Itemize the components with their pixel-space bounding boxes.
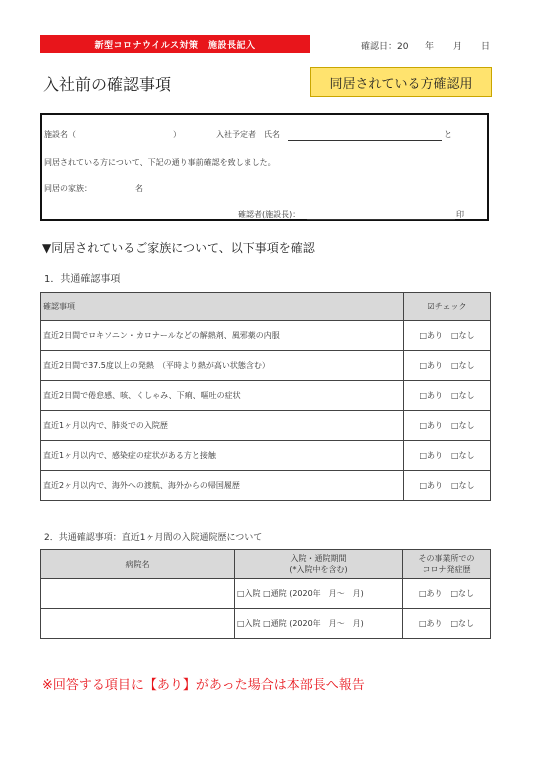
- hospital-history-table: [40, 549, 491, 639]
- hospital-name-cell[interactable]: [41, 609, 235, 639]
- facility-close: ）: [173, 130, 181, 139]
- header-banner: 新型コロナウイルス対策 施設長記入: [40, 35, 310, 53]
- section-heading: ▼同居されているご家族について、以下事項を確認: [42, 241, 315, 255]
- check-item: 直近1ヶ月以内で、肺炎での入院歴: [41, 411, 404, 441]
- table-row: [41, 321, 491, 351]
- check-item: 直近2ヶ月以内で、海外への渡航、海外からの帰国履歴: [41, 471, 404, 501]
- col-period-header: [235, 550, 403, 579]
- table-header-row: [41, 293, 491, 321]
- yes-no-checkbox[interactable]: □あり □なし: [404, 351, 491, 381]
- family-unit: 名: [135, 184, 143, 193]
- purpose-badge: 同居されている方確認用: [310, 67, 492, 97]
- col-period-line1: 入院・通院期間: [290, 554, 347, 563]
- yes-no-checkbox[interactable]: □あり □なし: [404, 441, 491, 471]
- table-header-row: [41, 550, 491, 579]
- candidate-label: 入社予定者 氏名: [216, 130, 280, 139]
- yes-no-checkbox[interactable]: □あり □なし: [404, 381, 491, 411]
- confirmer-signature-line[interactable]: [307, 219, 455, 220]
- date-month: 月: [453, 42, 463, 52]
- confirmation-statement: 同居されている方について、下記の通り事前確認を致しました。: [44, 158, 276, 167]
- col-check-header: ☑チェック: [404, 293, 491, 321]
- page-title: 入社前の確認事項: [43, 75, 172, 94]
- yes-no-checkbox[interactable]: □あり □なし: [404, 411, 491, 441]
- col-history-header: [403, 550, 491, 579]
- table-row: [41, 351, 491, 381]
- section1-title: 1．共通確認事項: [44, 274, 121, 285]
- table-row: [41, 441, 491, 471]
- table-row: [41, 579, 491, 609]
- table-row: [41, 609, 491, 639]
- col-item-header: 確認事項: [41, 293, 404, 321]
- table-row: [41, 381, 491, 411]
- confirmer-label: 確認者(施設長)：: [238, 210, 301, 219]
- section2-title: 2．共通確認事項：直近1ヶ月間の入院通院歴について: [44, 533, 263, 543]
- yes-no-checkbox[interactable]: □あり □なし: [404, 471, 491, 501]
- check-item: 直近2日間でロキソニン・カロナールなどの解熱剤、風邪薬の内服: [41, 321, 404, 351]
- report-note: ※回答する項目に【あり】があった場合は本部長へ報告: [42, 678, 365, 693]
- family-label: 同居の家族：: [44, 184, 92, 193]
- yes-no-checkbox[interactable]: □あり □なし: [404, 321, 491, 351]
- hospital-name-cell[interactable]: [41, 579, 235, 609]
- col-history-line2: コロナ発症歴: [422, 565, 471, 574]
- yes-no-checkbox[interactable]: □あり □なし: [403, 609, 491, 639]
- period-checkbox[interactable]: □入院 □通院 (2020年 月〜 月): [235, 579, 403, 609]
- col-period-line2: (*入院中を含む): [289, 565, 348, 574]
- check-item: 直近2日間で37.5度以上の発熱 （平時より熱が高い状態含む）: [41, 351, 404, 381]
- common-check-table: [40, 292, 491, 501]
- col-hospital-header: 病院名: [41, 550, 235, 579]
- col-history-line1: その事業所での: [418, 554, 475, 563]
- confirmation-box: [40, 113, 489, 221]
- table-row: [41, 471, 491, 501]
- period-checkbox[interactable]: □入院 □通院 (2020年 月〜 月): [235, 609, 403, 639]
- candidate-name-line[interactable]: [288, 140, 442, 141]
- check-item: 直近2日間で倦怠感、咳、くしゃみ、下痢、嘔吐の症状: [41, 381, 404, 411]
- check-item: 直近1ヶ月以内で、感染症の症状がある方と接触: [41, 441, 404, 471]
- seal-mark: 印: [456, 210, 464, 219]
- date-day: 日: [481, 42, 491, 52]
- table-row: [41, 411, 491, 441]
- date-year: 年: [425, 42, 435, 52]
- facility-label: 施設名（: [44, 130, 76, 139]
- yes-no-checkbox[interactable]: □あり □なし: [403, 579, 491, 609]
- candidate-suffix: と: [444, 130, 452, 139]
- date-label: 確認日：20: [361, 42, 409, 52]
